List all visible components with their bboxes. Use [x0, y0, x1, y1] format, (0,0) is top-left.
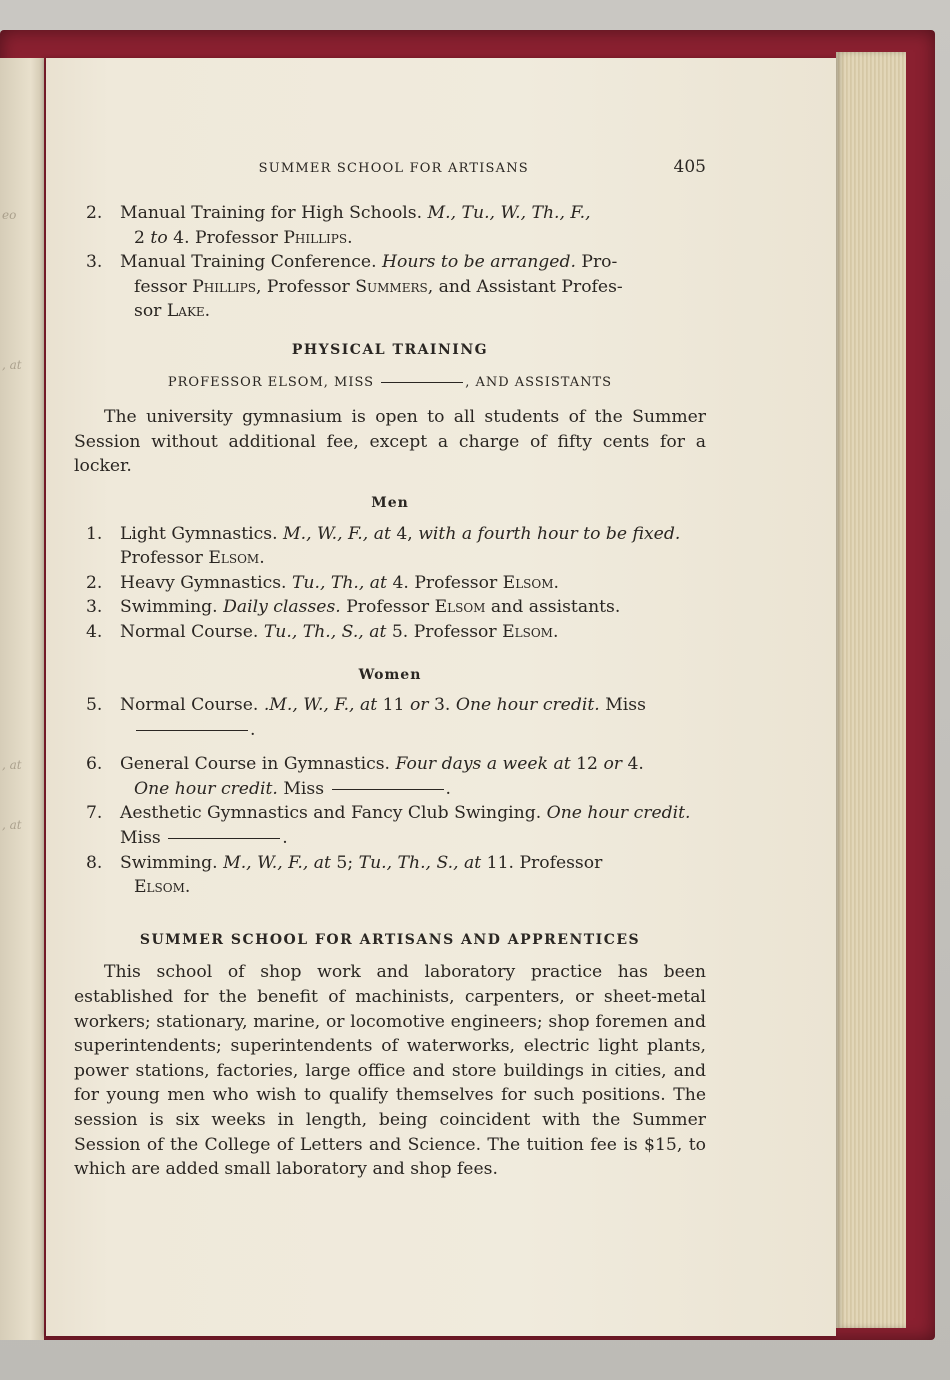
course-item: 5. Normal Course. .M., W., F., at 11 or 3. One hour credit. Miss . [86, 695, 646, 740]
course-item: 1. Light Gymnastics. M., W., F., at 4, with a fourth hour to be fixed. Professor Elsom. [86, 523, 681, 569]
course-item: 2. Manual Training for High Schools. M., Tu., W., Th., F., 2 to 4. Professor Phillips. [86, 203, 591, 248]
course-item: 3. Swimming. Daily classes. Professor Elsom and assistants. [86, 597, 621, 618]
subheading-men: Men [371, 494, 409, 511]
page-content [74, 155, 706, 1182]
course-item: 3. Manual Training Conference. Hours to be arranged. Pro- fessor Phillips, Professor Summers, and Assistant Profes- sor Lake. [86, 252, 623, 322]
course-item: 8. Swimming. M., W., F., at 5; Tu., Th., S., at 11. Professor Elsom. [86, 852, 603, 898]
running-head: SUMMER SCHOOL FOR ARTISANS [258, 161, 529, 176]
page-number: 405 [673, 157, 706, 177]
page-header [74, 155, 706, 183]
page-block-edge [836, 52, 906, 1328]
course-item: 7. Aesthetic Gymnastics and Fancy Club Swinging. One hour credit. Miss . [86, 803, 691, 849]
section-title: PHYSICAL TRAINING [291, 341, 489, 358]
staff-line: PROFESSOR ELSOM, MISS , AND ASSISTANTS [167, 374, 613, 390]
facing-page-edge: eo , at , at , at [0, 58, 44, 1340]
section-title: SUMMER SCHOOL FOR ARTISANS AND APPRENTICES [139, 931, 641, 948]
course-item: 6. General Course in Gymnastics. Four days a week at 12 or 4. One hour credit. Miss . [86, 754, 644, 799]
subheading-women: Women [358, 666, 422, 683]
course-item: 4. Normal Course. Tu., Th., S., at 5. Professor Elsom. [86, 621, 559, 642]
intro-paragraph: The university gymnasium is open to all students of the Summer Session without additional fee, except a charge of fifty cents for a locker. [74, 407, 706, 477]
course-item: 2. Heavy Gymnastics. Tu., Th., at 4. Professor Elsom. [86, 572, 559, 593]
artisans-paragraph: This school of shop work and laboratory practice has been established for the benefit of machinists, carpenters, or sheet-metal workers; stationary, marine, or locomotive engineers; shop foremen and superintendents; superintendents of waterworks, electric light plants, power stations, factories, large office and store buildings in cities, and for young men who wish to qualify themselves for such positions. The session is six weeks in length, being coincident with the Summer Session of the College of Letters and Science. The tuition fee is $15, to which are added small laboratory and shop fees. [74, 962, 706, 1180]
